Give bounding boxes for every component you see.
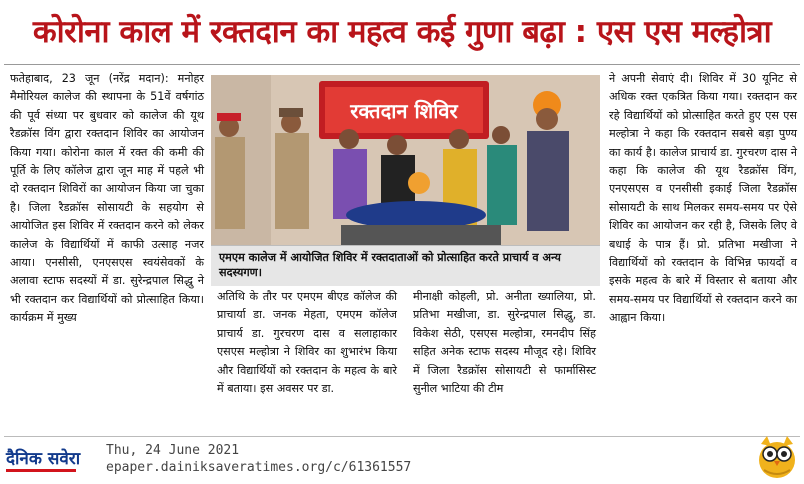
photo-caption: एमएम कालेज में आयोजित शिविर में रक्तदाताओं को प्रोत्साहित करते प्राचार्य व अन्य सदस्यगण। (219, 251, 561, 279)
article-column-2: अतिथि के तौर पर एमएम बीएड कॉलेज की प्राचार्या डा. जनक मेहता, एमएम कॉलेज प्राचार्य डा. गुरचरण दास व सलाहाकार एसएस मल्होत्रा ने शिविर का शुभारंभ किया और विद्यार्थियों को रक्तदान के महत्व के बारे में बताया। इस अवसर पर डा. (217, 290, 397, 396)
headline-rule (4, 64, 800, 65)
footer-url[interactable]: epaper.dainiksaveratimes.org/c/61361557 (106, 460, 412, 475)
headline: कोरोना काल में रक्तदान का महत्व कई गुणा बढ़ा : एस एस मल्होत्रा (32, 14, 772, 50)
article-column-3: मीनाक्षी कोहली, प्रो. अनीता ख्यालिया, प्रो. प्रतिभा मखीजा, डा. सुरेन्द्रपाल सिद्धु, डा. विकेश सेठी, एसएस मल्होत्रा, रमनदीप सिंह सहित अनेक स्टाफ सदस्य मौजूद रहे। शिविर में जिला रैडक्रॉस सोसायटी से फार्मासिस्ट सुनील भाटिया की टीम (413, 290, 596, 396)
article-column-1: फतेहाबाद, 23 जून (नरेंद्र मदान): मनोहर मैमोरियल कालेज की स्थापना के 51वें वर्षगांठ की पूर्व संध्या पर बुधवार को कालेज की यूथ रैडक्रॉस विंग द्वारा रक्तदान शिविर का आयोजन किया गया। कोरोना काल में रक्त की कमी की पूर्ति के लिए कॉलेज द्वारा जून माह में पहले भी दो रक्तदान शिविरों का आयोजन किया जा चुका है। जिला रैडक्रॉस सोसायटी के सहयोग से आयोजित इस शिविर में रक्तदान करने को लेकर कालेज के विद्यार्थियों में काफी उत्साह नजर आया। एनसीसी, एनएसएस स्वयंसेवकों के अलावा स्टाफ सदस्यों में डा. सुरेन्द्रपाल सिद्धु ने भी रक्तदान कर विद्यार्थियों को प्रोत्साहित किया। कार्यक्रम में मुख्य (10, 72, 204, 325)
article-column-4: ने अपनी सेवाएं दी। शिविर में 30 यूनिट से अधिक रक्त एकत्रित किया गया। रक्तदान कर रहे विद्यार्थियों को प्रोत्साहित करते हुए एस एस मल्होत्रा ने कहा कि रक्तदान सबसे बड़ा पुण्य का कार्य है। कालेज प्राचार्य डा. गुरचरण दास ने कहा कि कालेज की यूथ रैडक्रॉस विंग, एनएसएस व एनसीसी इकाई जिला रैडक्रॉस सोसायटी के साथ मिलकर समय-समय पर ऐसे शिविर का आयोजन कर रही है, जिसके लिए वे बधाई के पात्र हैं। प्रो. प्रतिभा मखीजा ने विद्यार्थियों को रक्तदान के विभिन्न फायदों व इसके महत्व के बारे में विस्तार से बताया और समय-समय पर विद्यार्थियों से रक्तदान करने का आह्वान किया। (609, 72, 797, 325)
logo-text: दैनिक सवेरा (6, 449, 81, 469)
footer-date: Thu, 24 June 2021 (106, 443, 240, 458)
owl-icon (752, 430, 802, 480)
event-photo-illustration (211, 75, 600, 245)
event-photo (211, 75, 600, 245)
photo-banner-text: रक्तदान शिविर (350, 99, 458, 123)
newspaper-logo (4, 442, 100, 478)
footer-rule (4, 436, 800, 437)
